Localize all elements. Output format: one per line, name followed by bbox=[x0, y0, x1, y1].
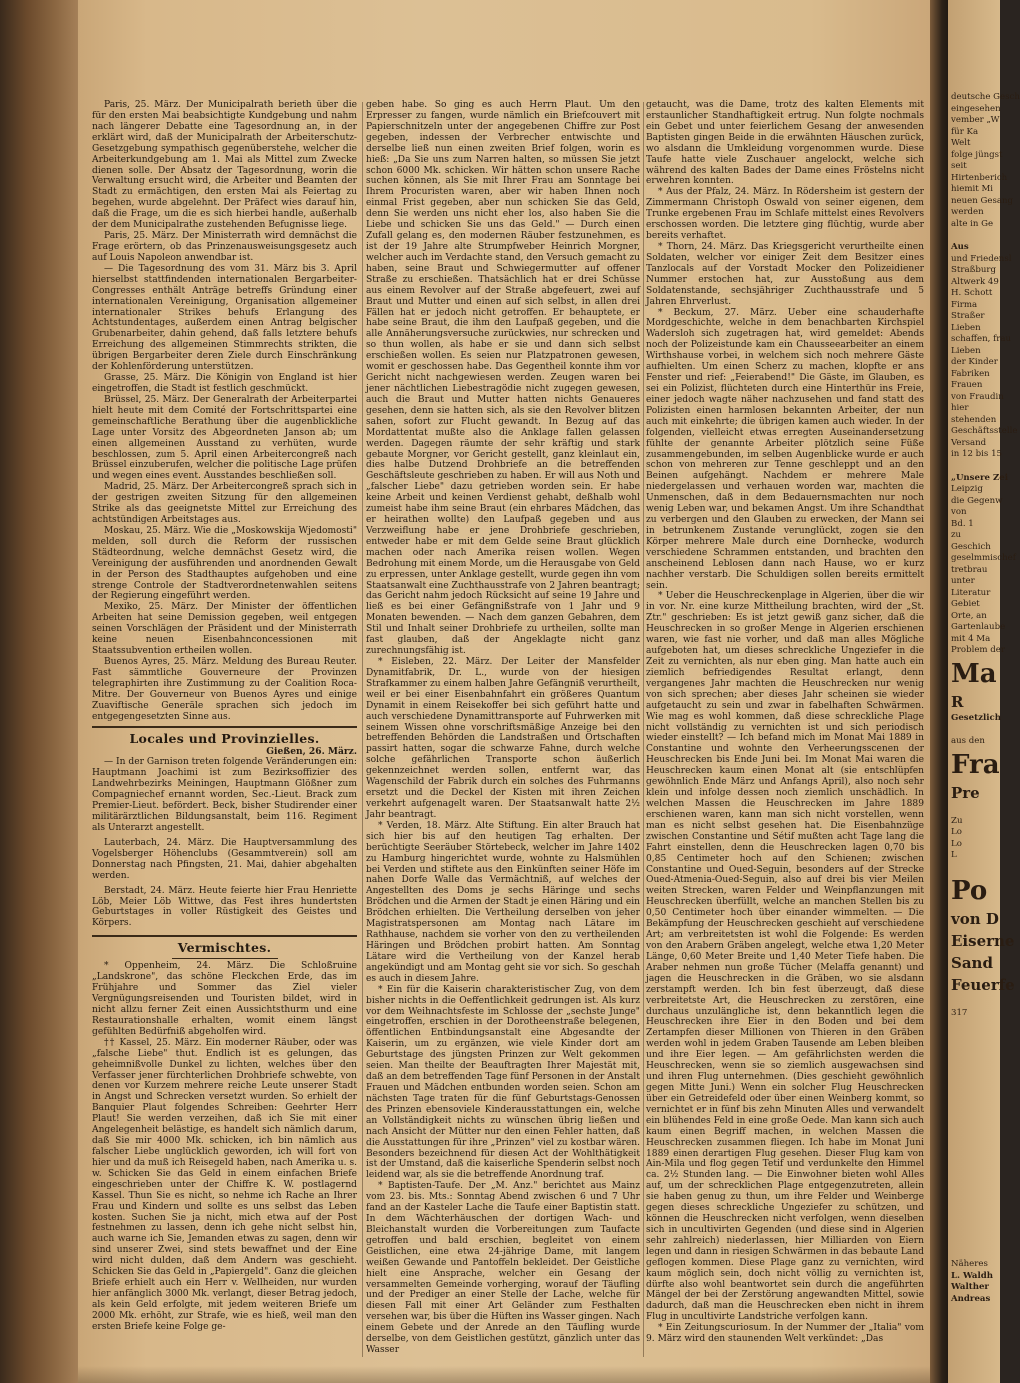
next-block-2 bbox=[951, 242, 1018, 461]
article-pfalz: * Aus der Pfalz, 24. März. In Rödersheim ist gestern der Zimmermann Christoph Oswald von seiner eigenen, dem Trunke ergebenen Frau im Schlafe mittelst eines Revolvers erschossen worden. Die letztere ging flüchtig, wurde aber bereits verhaftet. bbox=[646, 187, 924, 242]
article-kassel-continued: geben habe. So ging es auch Herrn Plaut. Um den Erpresser zu fangen, wurde nämlich ein Briefcouvert mit Papierschnitzeln unter der angegebenen Chiffre zur Post gegeben, indessen der Verbrecher entwischte und derselbe ließ nun einen zweiten Brief folgen, worin es hieß: „Da Sie uns zum Narren halten, so müssen Sie jetzt schon 6000 Mk. schicken. Wir hätten schon unsere Rache suchen können, als Sie mit Ihrer Frau am Sonntage bei Ihrem Procuristen waren, aber wir haben Ihnen noch einmal Frist gegeben, aber nun schicken Sie das Geld, denn Sie werden uns nicht eher los, also haben Sie die Liebe und schicken Sie uns das Geld." — Durch einen Zufall gelang es, den modernen Räuber festzunehmen, es ist der 19 Jahre alte Strumpfweber Heinrich Morgner, welcher auch im Verdachte stand, den Versuch gemacht zu haben, seine Braut und Schwiegermutter auf offener Straße zu erschießen. Thatsächlich hat er drei Schüsse aus einem Revolver auf der Straße abgefeuert, zwei auf Braut und Mutter und einen auf sich selbst, in allen drei Fällen hat er jedoch nicht getroffen. Er behauptete, er habe seine Braut, die ihm den Laufpaß gegeben, und die alle Annäherungsversuche zurückwies, nur schrecken und so thun wollen, als habe er sie und dann sich selbst erschießen wollen. Es seien nur Platzpatronen gewesen, womit er geschossen habe. Das Gegentheil konnte ihm vor Gericht nicht nachgewiesen werden. Zeugen waren bei jener nächtlichen Liebestragödie nicht zugegen gewesen, auch die Braut und Mutter hatten nichts Genaueres gesehen, denn sie hatten sich, als sie den Revolver blitzen sahen, sofort zur Flucht gewandt. In Bezug auf das Mordattentat mußte also die Anklage fallen gelassen werden. Dagegen räumte der sehr kräftig und stark gebaute Morgner, vor Gericht gestellt, ganz kleinlaut ein, dies halbe Dutzend Drohbriefe an die betreffenden Geschäftsleute geschrieben zu haben. Er will aus Noth und „falscher Liebe" dazu getrieben worden sein. Er habe keine Arbeit und keinen Verdienst gehabt, deßhalb wohl zumeist habe ihm seine Braut (ein ehrbares Mädchen, das er heirathen wollte) den Laufpaß gegeben und aus Verzweiflung habe er jene Drohbriefe geschrieben, entweder habe er mit dem Gelde seine Braut glücklich machen oder nach Amerika reisen wollen. Wegen Bedrohung mit einem Morde, um die Herausgabe von Geld zu erpressen, unter Anklage gestellt, wurde gegen ihn vom Staatsanwalt eine Zuchthausstrafe von 2 Jahren beantragt; das Gericht nahm jedoch Rücksicht auf seine 19 Jahre und ließ es bei einer Gefängnißstrafe von 1 Jahr und 9 Monaten bewenden. — Nach dem ganzen Gebahren, dem Stil und Inhalt seiner Drohbriefe zu urtheilen, sollte man fast glauben, daß der Angeklagte nicht ganz zurechnungsfähig ist. bbox=[366, 100, 640, 657]
next-line: geselmmischef bbox=[951, 553, 1016, 563]
next-line: L. Waldh bbox=[951, 1270, 994, 1281]
article-zeitungscuriosum: * Ein Zeitungscuriosum. In der Nummer der „Italia" vom 9. März wird den staunenden Welt verkündet: „Das bbox=[646, 1323, 924, 1345]
article-grasse: Grasse, 25. März. Die Königin von England ist hier eingetroffen, die Stadt ist festlich geschmückt. bbox=[92, 373, 357, 394]
next-line: Geschich bbox=[951, 541, 991, 552]
next-line: die Gegenw bbox=[951, 495, 1003, 506]
dateline-giessen: Gießen, 26. März. bbox=[266, 745, 357, 757]
next-line: Lieben bbox=[951, 322, 981, 333]
next-line: tretbrau bbox=[951, 564, 988, 575]
article-paris-2: Paris, 25. März. Der Ministerrath wird demnächst die Frage erörtern, ob das Prinzenausweisungsgesetz auch auf Louis Napoleon anwendbar ist. bbox=[92, 231, 357, 263]
article-beckum: * Beckum, 27. März. Ueber eine schauderhafte Mordgeschichte, welche in dem benachbarten Kirchspiel Wadersloh sich zugetragen hat, wird gemeldet: Abends noch der Polizeistunde kam ein Chausseearbeiter an einem Wirthshause vorbei, in welchem sich noch mehrere Gäste aufhielten. Um einen Scherz zu machen, klopfte er ans Fenster und rief: „Feierabend!" Die Gäste, im Glauben, es sei ein Polizist, flüchteten durch eine Hinterthür ins Freie, einer jedoch wagte näher nachzusehen und fand statt des Polizisten einen harmlosen bekannten Arbeiter, der nun auch mit einkehrte; die übrigen kamen auch wieder. In der folgenden, vielleicht etwas erregten Auseinandersetzung fühlte der genannte Arbeiter plötzlich seine Füße zusammengebunden, im selben Augenblicke wurde er auch schon von mehreren zur Tenne geschleppt und an den Beinen aufgehängt. Nachdem er mehrere Male niedergelassen und verhauen worden war, machten die Unmenschen, daß in dem Bedauernsmachten nur noch wenig Leben war, und bekamen Angst. Um ihre Schandthat zu verbergen und den Glauben zu erwecken, der Mann sei in betrunkenem Zustande verunglückt, zogen sie den Körper mehrere Male durch eine Dornhecke, wodurch verschiedene Schrammen entstanden, und brachten den anscheinend Leblosen dann nach Hause, wo er kurz nachher verstarb. Die Schuldigen sollen bereits ermittelt sein. bbox=[646, 307, 924, 591]
column-3 bbox=[646, 100, 924, 1345]
next-line: Straßer bbox=[951, 311, 985, 321]
next-ad-aus: aus den bbox=[951, 736, 985, 746]
next-line: Geschäftsstelle bbox=[951, 426, 1018, 436]
article-madrid: Madrid, 25. März. Der Arbeitercongreß sprach sich in der gestrigen zweiten Sitzung für den allgemeinen Strike als das geeignetste Mittel zur Erreichung des achtstündigen Arbeitstages aus. bbox=[92, 482, 357, 526]
next-line: seit bbox=[951, 161, 967, 171]
next-ad-ma: Ma bbox=[951, 658, 997, 689]
article-verden: * Verden, 18. März. Alte Stiftung. Ein alter Brauch hat sich hier bis auf den heutigen Tag erhalten. Der berüchtigte Seeräuber Störtebeck, welcher im Jahre 1402 zu Hamburg hingerichtet wurde, wohnte zu Halsmühlen bei Verden und stiftete aus den Einkünften seiner Höfe im nahen Dorfe Walle das Vermächtniß, auf welches der Angestellten des Doms je sechs Häringe und sechs Brödchen und die Armen der Stadt je einen Häring und ein Brödchen erhielten. Die Vertheilung derselben von jeher Magistratspersonen am Montag nach Lätare im Rathhause, nachdem sie vorher von den zu vertheilenden Häringen und Brödchen probirt hatten. Am Sonntag Lätare wird die Vertheilung von der Kanzel herab angekündigt und am Montag geht sie vor sich. So geschah es auch in diesem Jahre. bbox=[366, 820, 640, 984]
book-spine bbox=[0, 0, 78, 1383]
next-line: schaffen, frau bbox=[951, 334, 1012, 344]
article-kassel: †† Kassel, 25. März. Ein moderner Räuber, oder was „falsche Liebe" thut. Endlich ist es gelungen, das geheimnißvolle Dunkel zu lichten, welches über den Verfasser jener fürchterlichen Drohbriefe schwebte, von denen vor Kurzem mehrere reiche Leute unserer Stadt in Angst und Schrecken versetzt wurden. So erhielt der Banquier Plaut folgendes Schreiben: Geehrter Herr Plaut! Sie werden verzeihen, daß ich Sie mit einer Angelegenheit belästige, es handelt sich nämlich darum, daß Sie mir 4000 Mk. schicken, ich bin nämlich aus falscher Liebe unglücklich geworden, ich will fort von hier und da muß ich Reisegeld haben, nach Amerika u. s. w. Schicken Sie das Geld in einem einfachen Briefe eingeschrieben unter der Chiffre K. W. postlagernd Kassel. Thun Sie es nicht, so nehme ich Rache an Ihrer Frau und Kindern und sollte es uns selbst das Leben kosten. Suchen Sie ja nicht, mich etwa auf der Post festnehmen zu lassen, denn ich gehe nicht selbst hin, auch warne ich Sie, Jemanden etwas zu sagen, denn wir sind unserer Zwei, sind stets bewaffnet und der Eine wird nicht dulden, daß dem Andern was geschieht. Schicken Sie das Geld in „Papiergeld". Ganz die gleichen Briefe erhielt auch ein Herr v. Wellheiden, nur wurden hier anfänglich 3000 Mk. verlangt, dieser Betrag jedoch, als kein Geld erfolgte, mit jedem weiteren Briefe um 2000 Mk. erhöht, zur Strafe, wie es hieß, weil man den ersten Briefe keine Folge ge- bbox=[92, 1037, 357, 1332]
column-separator bbox=[362, 102, 363, 1357]
next-line: Altwerk 49 bbox=[951, 276, 999, 287]
next-ad-eisern: Eiserne bbox=[951, 931, 1015, 950]
next-line: werden bbox=[951, 207, 984, 217]
article-baptisten-taufe: * Baptisten-Taufe. Der „M. Anz." berichtet aus Mainz vom 23. bis. Mts.: Sonntag Abend zwischen 6 und 7 Uhr fand an der Kasteler Lache die Taufe einer Baptistin statt. In dem Wächterhäuschen der dortigen Wach- und Bleichanstalt wurden die Vorbereitungen zum Taufacte getroffen und bald erschien, begleitet von einem Geistlichen, eine etwa 24-jährige Dame, mit langem weißen Gewande und Pantoffeln bekleidet. Der Geistliche hielt eine Ansprache, welcher ein Gesang der versammelten Gemeinde vorherging, worauf der Täufling und der Prediger an einer Stelle der Lache, welche für diesen Fall mit einer Art Geländer zum Festhalten versehen war, bis über die Hüften ins Wasser gingen. Nach einem Gebete und der Anrede an den Täufling wurde derselbe, von dem Geistlichen gestützt, gänzlich unter das Wasser bbox=[366, 1181, 640, 1356]
next-ad-feuer: Feuerfe bbox=[951, 975, 1015, 994]
page-gutter bbox=[930, 0, 950, 1383]
page-bottom-shadow bbox=[78, 1366, 930, 1383]
next-line: Lo bbox=[951, 838, 962, 849]
next-line: in 12 bis 15 bbox=[951, 449, 1003, 459]
next-line: Gebiet bbox=[951, 599, 980, 609]
article-paris-1: Paris, 25. März. Der Municipalrath berieth über die für den ersten Mai beabsichtigte Kundgebung und nahm nach längerer Debatte eine Tagesordnung an, in der erklärt wird, daß der Municipalrath der Arbeiterschutz-Gesetzgebung sympathisch gegenüberstehe, welcher die Arbeiterkundgebung am 1. Mai als Mittel zum Zwecke dienen solle. Der Absatz der Tagesordnung, worin die Verwaltung ersucht wird, die Arbeiter und Beamten der Stadt zu ermächtigen, den ersten Mai als Feiertag zu begehen, wurde abgelehnt. Der Präfect wies darauf hin, daß die Frage, um die es sich hierbei handle, außerhalb der dem Municipalrathe zustehenden Befugnisse liege. bbox=[92, 100, 357, 231]
next-line: L bbox=[951, 850, 957, 860]
article-paris-3: — Die Tagesordnung des vom 31. März bis 3. April hierselbst stattfindenden internationalen Bergarbeiter-Congresses enthält Anträge betreffs Gründung einer internationalen Vereinigung, Organisation allgemeiner internationaler Strikes behufs Erlangung des Achtstundentages, außerdem einen Antrag belgischer Grubenarbeiter, dahin gehend, daß falls letztere behufs Erreichung des allgemeinen Stimmrechts strikten, die übrigen Bergarbeiter deren Ziele durch Einschränkung der Kohlenförderung unterstützen. bbox=[92, 263, 357, 373]
next-line: und Friedensl bbox=[951, 253, 1012, 264]
next-line: Fabriken bbox=[951, 368, 990, 379]
section-rule-thin bbox=[172, 958, 278, 959]
next-line: Gartenlaube bbox=[951, 622, 1006, 632]
next-line: zu bbox=[951, 530, 962, 540]
next-line: deutsche Gesch bbox=[951, 92, 1020, 102]
section-heading-vermischtes: Vermischtes. bbox=[177, 940, 272, 956]
next-ad-fra: Fra bbox=[951, 749, 1000, 780]
next-line: für Ka bbox=[951, 126, 979, 137]
next-ad-pre: Pre bbox=[951, 783, 980, 802]
next-block-1 bbox=[951, 92, 1020, 230]
next-line: Aus bbox=[951, 242, 969, 252]
article-oppenheim: * Oppenheim, 24. März. Die Schloßruine „Landskrone", das schöne Fleckchen Erde, das im Frühjahre und Sommer das Ziel vieler Vergnügungsreisenden und Touristen bildet, wird in nicht allzu ferner Zeit einen Aussichtsthurm und eine Restaurationshalle erhalten, womit einem längst gefühlten Bedürfniß abgeholfen wird. bbox=[92, 961, 357, 1037]
section-rule bbox=[92, 726, 357, 728]
next-ad-por: Po bbox=[951, 875, 988, 906]
next-page-edge bbox=[948, 0, 1020, 1383]
next-line: Leipzig bbox=[951, 484, 983, 494]
next-line: H. Schott bbox=[951, 288, 993, 298]
next-line: Näheres bbox=[951, 1259, 988, 1269]
next-line: Lieben bbox=[951, 345, 981, 356]
next-block-3 bbox=[951, 472, 1016, 657]
section-rule bbox=[92, 935, 357, 937]
next-line: Problem der bbox=[951, 645, 1005, 655]
next-line: Bd. 1 bbox=[951, 518, 974, 529]
next-line: Frauen bbox=[951, 380, 983, 390]
next-line: Zu bbox=[951, 815, 963, 826]
next-line: Andreas bbox=[951, 1293, 991, 1304]
next-line: Orte, an bbox=[951, 610, 987, 621]
next-line: Welt bbox=[951, 138, 971, 148]
next-line: alte in Ge bbox=[951, 218, 994, 229]
next-line: hier bbox=[951, 403, 969, 413]
section-heading-locales: Locales und Provinzielles. bbox=[129, 730, 320, 746]
next-line: Lo bbox=[951, 827, 962, 837]
next-line: folge jüngst bbox=[951, 149, 1003, 160]
next-line: Literatur bbox=[951, 587, 991, 598]
article-lauterbach: Lauterbach, 24. März. Die Hauptversammlung des Vogelsberger Höhenclubs (Gesammtverein) soll am Donnerstag nach Pfingsten, 21. Mai, dahier abgehalten werden. bbox=[92, 837, 357, 881]
next-line: neuen Gesang bbox=[951, 195, 1014, 206]
article-baptisten-continued: getaucht, was die Dame, trotz des kalten Elements mit erstaunlicher Standhaftigkeit ertrug. Nun folgte nochmals ein Gebet und unter feierlichem Gesang der anwesenden Baptisten gingen Beide in die erwähnten Häuschen zurück, wo alsdann die Umkleidung vorgenommen wurde. Diese Taufe hatte viele Zuschauer angelockt, welche sich während des kalten Bades der Dame eines Fröstelns nicht erwehren konnten. bbox=[646, 100, 924, 187]
next-line: Firma bbox=[951, 299, 978, 310]
article-berstadt: Berstadt, 24. März. Heute feierte hier Frau Henriette Löb, Meier Löb Wittwe, das Fest ihres hundertsten Geburtstages in voller Rüstigkeit des Geistes und Körpers. bbox=[92, 885, 357, 929]
next-line: Versand bbox=[951, 437, 987, 448]
next-line: Walther bbox=[951, 1282, 989, 1292]
next-line: unter bbox=[951, 576, 975, 586]
next-line: der Kinder bbox=[951, 357, 998, 367]
article-buenos-ayres: Buenos Ayres, 25. März. Meldung des Bureau Reuter. Fast sämmtliche Gouverneure der Provinzen telegraphirten ihre Zustimmung zu der Coalition Roca-Mitre. Der Gouverneur von Buenos Ayres und einige Zuaviftische Generäle sprachen sich jedoch im entgegengesetzten Sinne aus. bbox=[92, 657, 357, 722]
column-2 bbox=[366, 100, 640, 1356]
next-line: stehenden bbox=[951, 414, 997, 425]
article-bruessel: Brüssel, 25. März. Der Generalrath der Arbeiterpartei hielt heute mit dem Comité der Fortschrittspartei eine gemeinschaftliche Berathung über die augenblickliche Lage unter Vorsitz des Abgeordneten Janson ab; um einen allgemeinen Ausstand zu verhüten, wurde beschlossen, zum 5. April einen Arbeitercongreß nach Brüssel einzuberufen, welcher die politische Lage prüfen und wegen eines event. Ausstandes beschließen soll. bbox=[92, 394, 357, 482]
next-ad-gesetz: Gesetzlich bbox=[951, 712, 1001, 723]
article-heuschrecken: * Ueber die Heuschreckenplage in Algerien, über die wir in vor. Nr. eine kurze Mittheilung brachten, wird der „St. Ztr." geschrieben: Es ist jetzt gewiß ganz sicher, daß die Heuschrecken in so großer Menge in Algerien erschienen waren, wie fast nie vorher, und daß man alles Mögliche aufgeboten hat, um dieses schreckliche Ungeziefer in die Zeit zu vernichten, als nur eben ging. Man hatte auch ein ziemlich befriedigendes Resultat erlangt, denn vergangenes Jahr machten die Heuschrecken nur wenig von sich sprechen; aber dieses Jahr scheinen sie wieder aufgetaucht zu sein und zwar in fabelhaften Schwärmen. Wie mag es wohl kommen, daß diese schreckliche Plage nicht vollständig zu vernichten ist und sich periodisch wieder einstellt? — Ich befand mich im Monat Mai 1889 in Constantine und wohnte den Verheerungsscenen der Heuschrecken bis Ende Juni bei. Im Monat Mai waren die Heuschrecken kaum einen Monat alt (sie entschlüpfen gewöhnlich Ende März und Anfangs April), also noch sehr klein und infolge dessen noch ziemlich unschädlich. In welchen Massen die Heuschrecken im Jahre 1889 erschienen waren, kann man sich nicht vorstellen, wenn man es nicht selbst gesehen hat. Die Eisenbahnzüge zwischen Constantine und Sétif mußten acht Tage lang die Fahrt einstellen, denn die Heuschrecken lagen 0,70 bis 0,85 Centimeter hoch auf den Schienen; zwischen Constantine und Oued-Seguin, besonders auf der Strecke Oued-Atmenia-Oued-Seguin, also auf drei bis vier Meilen weiten Strecken, waren Felder und Weinpflanzungen mit Heuschrecken überfüllt, welche an manchen Stellen bis zu 0,50 Centimeter hoch über einander wimmelten. — Die Bekämpfung der Heuschrecken geschieht auf verschiedene Art; am verbreitetsten ist wohl die Folgende: Es werden von den Arabern Gräben angelegt, welche etwa 1,20 Meter Länge, 0,60 Meter Breite und 1,40 Meter Tiefe haben. Die Araber nehmen nun große Tücher (Melaffa genannt) und jagen die Heuschrecken in die Gräben, wo sie alsdann zerstampft werden. Ich bin fest überzeugt, daß diese verbreitetste Art, die Heuschrecken zu zerstören, eine durchaus unzulängliche ist, denn bekanntlich legen die Heuschrecken ihre Eier in den Boden und bei dem Zertampfen dieser Millionen von Thieren in den Gräben werden wohl in jedem Graben Tausende am Leben bleiben und ihre Eier legen. — Am gefährlichsten werden die Heuschrecken, wenn sie so ziemlich ausgewachsen sind und ihren Flug unternehmen. (Dies geschieht gewöhnlich gegen Mitte Juni.) Wenn ein solcher Flug Heuschrecken über ein Getreidefeld oder über einen Weinberg kommt, so vernichtet er in fünf bis zehn Minuten Alles und verwandelt ein blühendes Feld in eine große Oede. Man kann sich auch kaum einen Begriff machen, in welchen Massen die Heuschrecken zusammen fliegen. Ich habe im Monat Juni 1889 einen derartigen Flug gesehen. Dieser Flug kam von Ain-Mila und flog gegen Tetif und verdunkelte den Himmel ca. 2½ Stunden lang. — Die Einwohner bieten wohl Alles auf, um der schrecklichen Plage entgegenzutreten, allein sie haben genug zu thun, um ihre Felder und Weinberge gegen dieses schreckliche Ungeziefer zu schützen, und können die Heuschrecken nicht verfolgen, wenn dieselben sich in uncultivirten Gegenden (und diese sind in Algerien sehr zahlreich) niederlassen, hier Milliarden von Eiern legen und dann in riesigen Schwärmen in das bebaute Land geflogen kommen. Diese Plage ganz zu vernichten, wird kaum möglich sein, doch nicht völlig zu vernichten ist, dürfte also wohl beantwortet sein durch die angeführten Mängel der bei der Zerstörung angewandten Mittel, sowie dadurch, daß man die Heuschrecken eben nicht in ihrem Flug in uncultivirte Landstriche verfolgen kann. bbox=[646, 591, 924, 1323]
next-num: 317 bbox=[951, 1007, 968, 1018]
column-separator bbox=[643, 102, 644, 1357]
article-eisleben: * Eisleben, 22. März. Der Leiter der Mansfelder Dynamitfabrik, Dr. L., wurde von der hiesigen Strafkammer zu einem halben Jahre Gefängniß verurtheilt, weil er bei einer Eisenbahnfahrt ein größeres Quantum Dynamit in einem Reisekoffer bei sich geführt hatte und auch verschiedene Dynamittransporte auf Fuhrwerken mit seinem Wissen ohne vorschriftsmäßige Anzeige bei den betreffenden Behörden die Landstraßen und Ortschaften passirt hatten, sogar die schwarze Fahne, durch welche solche gefährlichen Transporte schon äußerlich gekennzeichnet werden sollen, entfernt war, das Wagenschild der Fabrik durch ein solches des Fuhrmanns ersetzt und die Deckel der Kisten mit ihren Zeichen verkehrt aufgenagelt waren. Der Staatsanwalt hatte 2½ Jahr beantragt. bbox=[366, 657, 640, 820]
next-line: von bbox=[951, 507, 967, 517]
next-line: von Fraudin bbox=[951, 391, 1004, 402]
next-line: vember „W bbox=[951, 115, 1000, 125]
next-page-text bbox=[951, 92, 1020, 1305]
article-moskau: Moskau, 25. März. Wie die „Moskowskija Wjedomosti" melden, soll durch die Reform der russischen Städteordnung, welche demnächst Gesetz wird, die Vereinigung der ausführenden und anordnenden Gewalt in der Person des Stadthauptes aufgehoben und eine strenge Controle der Stadtverordnetenwahlen seitens der Regierung eingeführt werden. bbox=[92, 525, 357, 602]
article-thorn: * Thorn, 24. März. Das Kriegsgericht verurtheilte einen Soldaten, welcher vor einiger Zeit dem Besitzer eines Tanzlocals auf der Vorstadt Mocker den Polizeidiener Nummer erstochen hat, zur Ausstoßung aus dem Soldatenstande, sechsjähriger Zuchthausstrafe und 5 Jahren Ehrverlust. bbox=[646, 241, 924, 307]
article-kaiserin: * Ein für die Kaiserin charakteristischer Zug, von dem bisher nichts in die Oeffentlichkeit gedrungen ist. Als kurz vor dem Weihnachtsfeste im Schlosse der „sechste Junge" eingetroffen, erschien in der Dorotheenstraße belegenen, öffentlichen Entbindungsanstalt eine Abgesandte der Kaiserin, um zu ergänzen, wie viele Kinder dort am Geburtstage des jüngsten Prinzen zur Welt gekommen seien. Man theilte der Beauftragten Ihrer Majestät mit, daß an dem betreffenden Tage fünf Personen in der Anstalt Frauen und Mädchen entbunden worden seien. Schon am nächsten Tage traten für die fünf Geburtstags-Genossen des Prinzen ebensoviele Kinderausstattungen ein, welche an Vollständigkeit nichts zu wünschen übrig ließen und nach Ansicht der Mütter nur den einen Fehler hatten, daß die Ausstattungen für ihre „Prinzen" viel zu kostbar wären. Besonders bezeichnend für diesen Act der Wohlthätigkeit ist der Umstand, daß die kaiserliche Spenderin selbst noch leidend war, als sie die betreffende Anordnung traf. bbox=[366, 984, 640, 1181]
next-line: Straßburg bbox=[951, 265, 996, 275]
next-line: mit 4 Ma bbox=[951, 633, 991, 644]
next-ad-r: R bbox=[951, 692, 964, 711]
next-ad-vond: von D bbox=[951, 909, 999, 928]
next-line: Hirtenberich bbox=[951, 172, 1008, 183]
next-ad-sand: Sand bbox=[951, 953, 993, 972]
article-garnison: — In der Garnison treten folgende Veränderungen ein: Hauptmann Joachimi ist zum Bezirksoffizier des Landwehrbezirks Meiningen, Hauptmann Glößner zum Compagniechef ernannt worden, Sec.-Lieut. Brack zum Premier-Lieut. befördert. Beck, bisher Studirender einer militärärztlichen Bildungsanstalt, beim 116. Regiment als Unterarzt angestellt. bbox=[92, 757, 357, 833]
next-line: eingesehen bbox=[951, 103, 1001, 114]
article-mexiko: Mexiko, 25. März. Der Minister der öffentlichen Arbeiten hat seine Demission gegeben, weil entgegen seinen Vorschlägen der Präsident und der Ministerrath keine neuen Eisenbahnconcessionen mit Staatssubvention ertheilen wollen. bbox=[92, 602, 357, 657]
column-1 bbox=[92, 100, 357, 1333]
next-line: „Unsere Zei bbox=[951, 472, 1008, 483]
next-line: hiemit Mi bbox=[951, 184, 993, 194]
